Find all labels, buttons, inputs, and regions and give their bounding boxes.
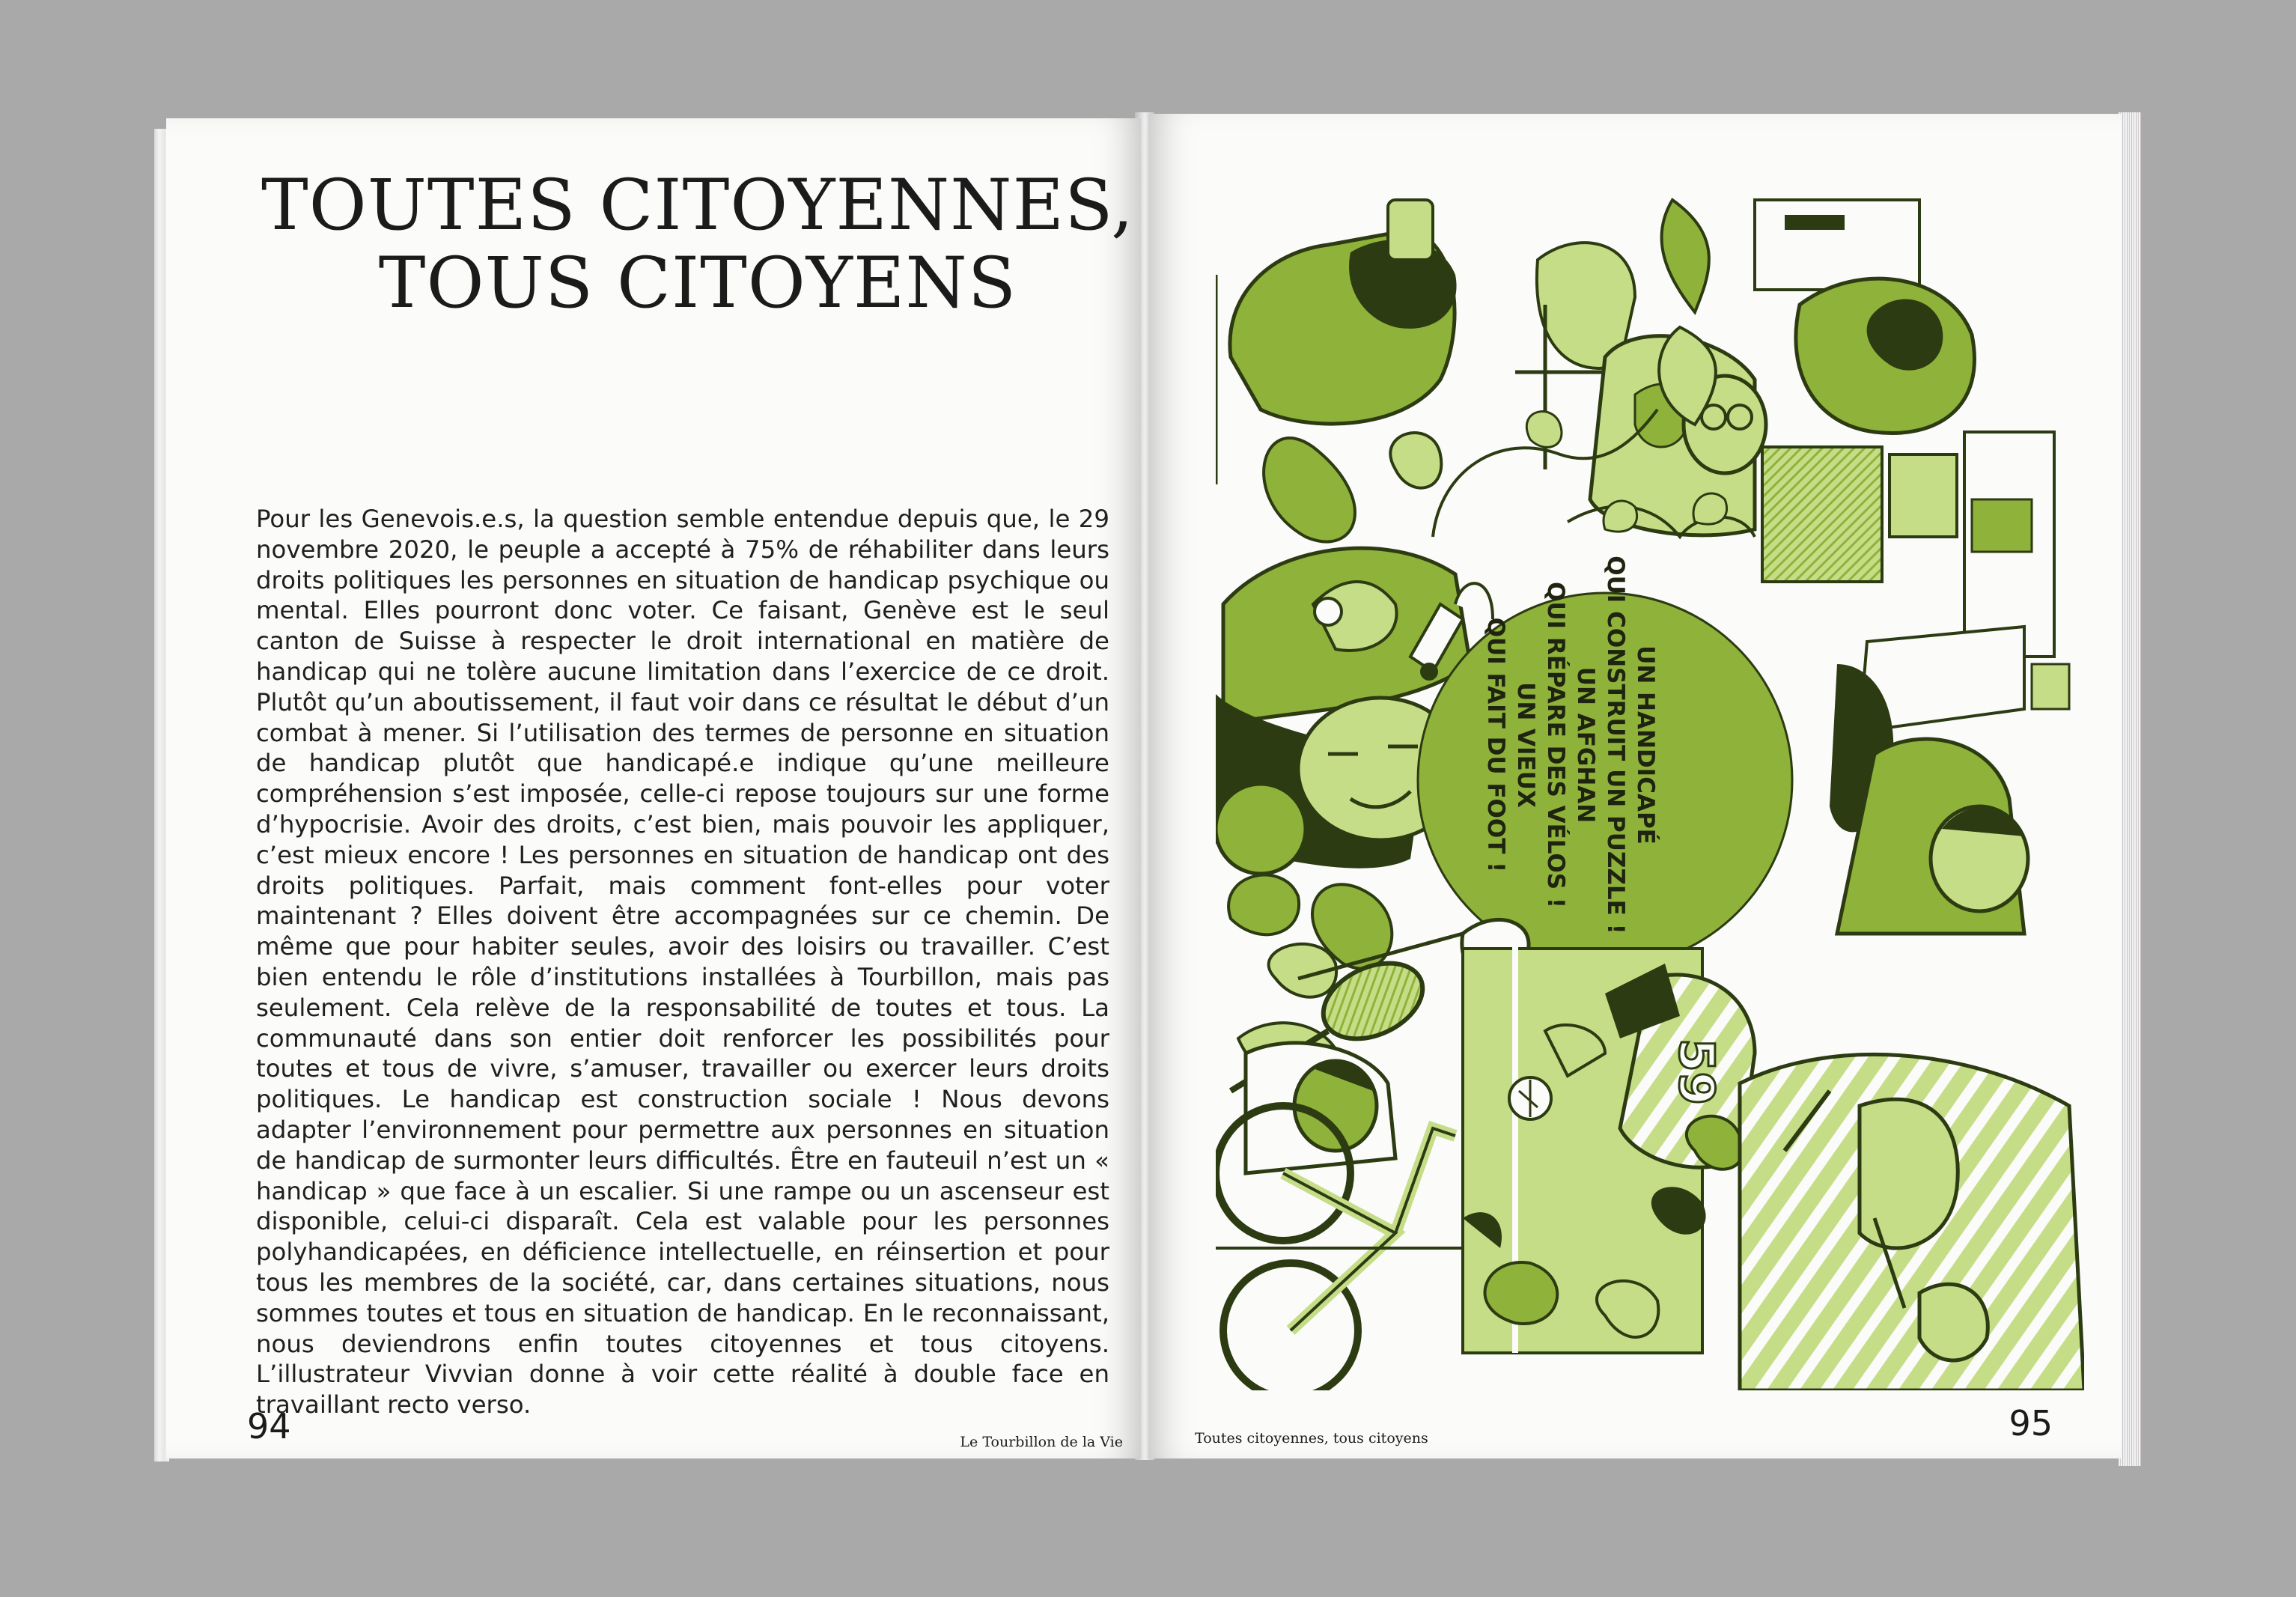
page-number-left: 94 (247, 1406, 291, 1447)
jersey-number: 59 (1668, 1038, 1723, 1106)
seated-man (1830, 627, 2069, 934)
speech-line-3: UN AFGHAN (1572, 666, 1599, 824)
striped-shirt-figure (1740, 1054, 2084, 1390)
speech-line-4: QUI RÉPARE DES VÉLOS ! (1542, 581, 1569, 909)
running-footer-left: Le Tourbillon de la Vie (960, 1434, 1123, 1450)
right-page-edges (2119, 112, 2141, 1466)
running-footer-right: Toutes citoyennes, tous citoyens (1195, 1430, 1428, 1447)
man-with-bicycle (1216, 1043, 1502, 1390)
page-title (256, 167, 1139, 323)
speech-line-2: QUI CONSTRUIT UN PUZZLE ! (1602, 556, 1629, 934)
speech-line-1: UN HANDICAPÉ (1632, 645, 1659, 845)
title-line-1: TOUTES CITOYENNES, (261, 165, 1135, 246)
woman-with-puzzle (1755, 200, 2054, 657)
vine-leaf (1526, 412, 1562, 448)
title-line-2: TOUS CITOYENS (378, 243, 1017, 324)
left-page (166, 118, 1141, 1458)
page-number-right: 95 (2009, 1403, 2053, 1444)
speech-line-5: UN VIEUX (1512, 682, 1539, 808)
body-paragraph: Pour les Genevois.e.s, la question semble entendue depuis que, le 29 novembre 2020, le peuple a accepté à 75% de réhabiliter dans leurs droits politiques les personnes en situation de handicap psychique ou mental. Elles pourront donc voter. Ce faisant, Genève est le seul canton de Suisse à respecter le droit international en matière de handicap qui ne tolère aucune limitation dans l’exercice de ce droit. Plutôt qu’un aboutissement, il faut voir dans ce résultat le début d’un combat à mener. Si l’utilisation des termes de personne en situation de handicap plutôt que handicapé.e indique qu’une meilleure compréhension s’est imposée, celle-ci repose toujours sur une forme d’hypocrisie. Avoir des droits, c’est bien, mais pouvoir les appliquer, c’est mieux encore ! Les personnes en situation de handicap ont des droits politiques. Parfait, mais comment font-elles pour voter maintenant ? Elles doivent être accompagnées sur ce chemin. De même que pour habiter seules, avoir des loisirs ou travailler. C’est bien entendu le rôle d’institutions installées à Tourbillon, mais pas seulement. Cela relève de la responsabilité de toutes et tous. La communauté dans son entier doit renforcer les possibilités pour toutes et tous de vivre, s’amuser, travailler ou exercer leurs droits politiques. Le handicap est construction sociale ! Nous devons adapter l’environnement pour permettre aux personnes en situation de handicap de surmonter leurs difficultés. Être en fauteuil n’est un « handicap » que face à un escalier. Si une rampe ou un ascenseur est disponible, celui-ci disparaît. Cela est valable pour les personnes polyhandicapées, en déficience intellectuelle, en réinsertion et pour tous les membres de la société, car, dans certaines situations, nous sommes toutes et tous en situation de handicap. En le reconnaissant, nous deviendrons enfin toutes citoyennes et tous citoyens. L’illustrateur Vivvian donne à voir cette réalité à double face en travaillant recto verso. (256, 505, 1109, 1420)
speech-bubble-text (1410, 550, 1732, 940)
speech-line-6: QUI FAIT DU FOOT ! (1482, 617, 1509, 873)
elderly-woman (1515, 243, 1766, 535)
